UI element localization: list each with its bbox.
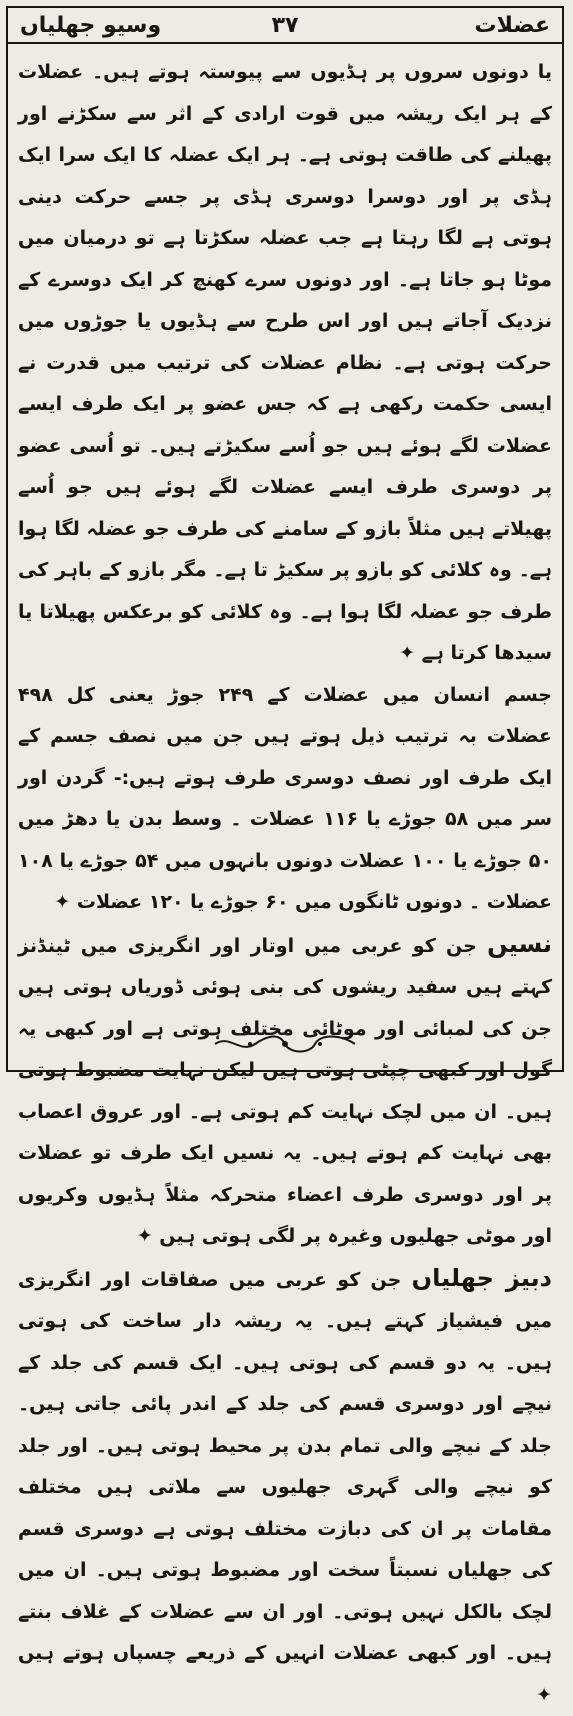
paragraph-fascia-text: جن کو عربی میں صفاقات اور انگریزی میں فیشیاز کہتے ہیں۔ یہ ریشہ دار ساخت کی ہوتی ہیں۔ یہ دو قسم کی ہوتی ہیں۔ ایک قسم کی جلد کے نیچے اور دوسری قسم کی جلد کے اندر پائی جاتی ہیں۔ جلد کے نیچے والی تمام بدن پر محیط ہوتی ہیں۔ اور جلد کو نیچے والی گہری جھلیوں سے ملاتی ہیں مختلف مقامات پر ان کی دبازت مختلف ہوتی ہے دوسری قسم کی جھلیاں نسبتاً سخت اور مضبوط ہوتی ہیں۔ ان میں لچک بالکل نہیں ہوتی۔ اور ان سے عضلات کے غلاف بنتے ہیں۔ اور کبھی عضلات انہیں کے ذریعے چسپاں ہوتے ہیں ✦ bbox=[18, 1269, 552, 1706]
paragraph-fascia bbox=[18, 1258, 552, 1716]
paragraph-tendons-text: جن کو عربی میں اوتار اور انگریزی میں ٹینڈنز کہتے ہیں سفید ریشوں کی بنی ہوئی ڈوریاں ہوتی ہیں جن کی لمبائی اور موٹائی مختلف ہوتی ہے اور کبھی یہ گول اور کبھی چپٹی ہوتی ہیں لیکن نہایت مضبوط ہوتی ہیں۔ ان میں لچک نہایت کم ہوتی ہے۔ اور عروق اعصاب بھی نہایت کم ہوتے ہیں۔ یہ نسیں ایک طرف تو عضلات پر اور دوسری طرف اعضاء متحرکہ مثلاً ہڈیوں وکریوں اور موٹی جھلیوں وغیرہ پر لگی ہوتی ہیں ✦ bbox=[18, 935, 552, 1248]
term-fascia: دبیز جھلیاں bbox=[412, 1264, 552, 1292]
header-section-title: وسیو جھلیاں bbox=[20, 13, 161, 39]
paragraph-tendons bbox=[18, 924, 552, 1258]
page-header bbox=[8, 8, 562, 44]
header-chapter-title: عضلات bbox=[474, 13, 550, 39]
paragraph-muscle-count: جسم انسان میں عضلات کے ۲۴۹ جوڑ یعنی کل ۴۹۸ عضلات بہ ترتیب ذیل ہوتے ہیں جن میں نصف جسم کے ایک طرف اور نصف دوسری طرف ہوتے ہیں:- گردن اور سر میں ۵۸ جوڑے یا ۱۱۶ عضلات ۔ وسط بدن یا دھڑ میں ۵۰ جوڑے یا ۱۰۰ عضلات دونوں بانہوں میں ۵۴ جوڑے یا ۱۰۸ عضلات ۔ دونوں ٹانگوں میں ۶۰ جوڑے یا ۱۲۰ عضلات ✦ bbox=[18, 675, 552, 924]
page-frame bbox=[6, 6, 564, 1072]
ornament-divider-icon bbox=[8, 1032, 562, 1056]
body-text bbox=[18, 52, 552, 1716]
paragraph-muscle-action: یا دونوں سروں پر ہڈیوں سے پیوستہ ہوتے ہیں۔ عضلات کے ہر ایک ریشہ میں قوت ارادی کے اثر سے سکڑنے اور پھیلنے کی طاقت ہوتی ہے۔ ہر ایک عضلہ کا ایک سرا ایک ہڈی پر اور دوسرا دوسری ہڈی پر جسے حرکت دینی ہوتی ہے لگا رہتا ہے جب عضلہ سکڑتا ہے تو درمیان میں موٹا ہو جاتا ہے۔ اور دونوں سرے کھنچ کر ایک دوسرے کے نزدیک آجاتے ہیں اور اس طرح سے ہڈیوں یا جوڑوں میں حرکت ہوتی ہے۔ نظام عضلات کی ترتیب میں قدرت نے ایسی حکمت رکھی ہے کہ جس عضو پر ایک طرف ایسے عضلات لگے ہوئے ہیں جو اُسے سکیڑتے ہیں۔ تو اُسی عضو پر دوسری طرف ایسے عضلات لگے ہوئے ہیں جو اُسے پھیلاتے ہیں مثلاً بازو کے سامنے کی طرف جو عضلہ لگا ہوا ہے۔ وہ کلائی کو بازو پر سکیڑ تا ہے۔ مگر بازو کے باہر کی طرف جو عضلہ لگا ہوا ہے۔ وہ کلائی کو برعکس پھیلاتا یا سیدھا کرتا ہے ✦ bbox=[18, 52, 552, 675]
page-number: ۳۷ bbox=[8, 13, 562, 39]
term-tendons: نسیں bbox=[487, 930, 552, 958]
